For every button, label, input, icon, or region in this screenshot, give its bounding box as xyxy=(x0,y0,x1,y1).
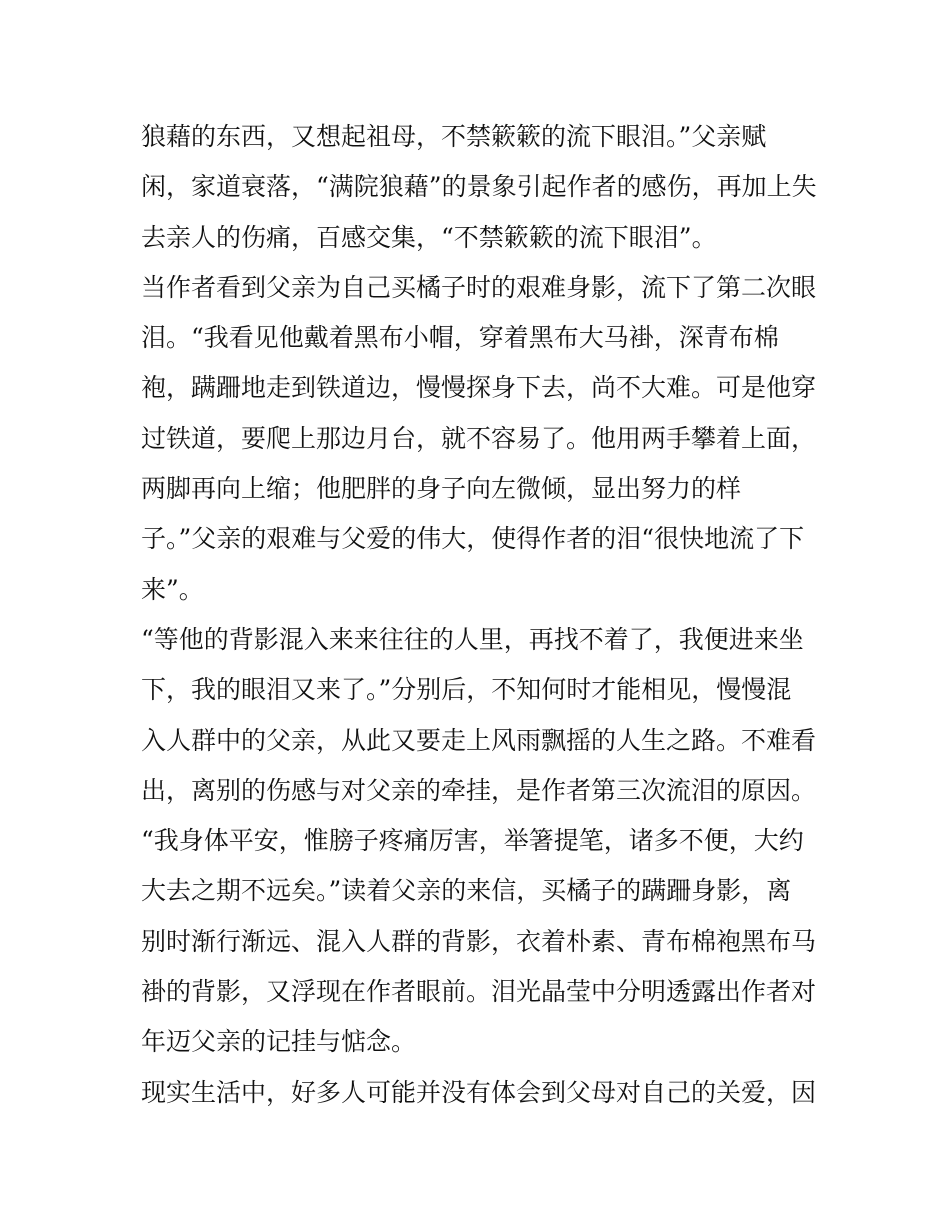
text-line: 去亲人的伤痛，百感交集，“不禁簌簌的流下眼泪”。 xyxy=(141,222,717,252)
text-line: 来”。 xyxy=(141,574,204,604)
text-line: “我身体平安，惟膀子疼痛厉害，举箸提笔，诸多不便，大约 xyxy=(141,826,804,856)
text-line: 现实生活中，好多人可能并没有体会到父母对自己的关爱，因 xyxy=(141,1077,817,1107)
text-line: 别时渐行渐远、混入人群的背影，衣着朴素、青布棉袍黑布马 xyxy=(141,926,817,956)
text-line: 泪。“我看见他戴着黑布小帽，穿着黑布大马褂，深青布棉 xyxy=(141,323,779,353)
text-line: 袍，蹒跚地走到铁道边，慢慢探身下去，尚不大难。可是他穿 xyxy=(141,373,817,403)
document-body xyxy=(141,112,821,1118)
text-line: 狼藉的东西，又想起祖母，不禁簌簌的流下眼泪。”父亲赋 xyxy=(141,122,767,151)
text-line: 两脚再向上缩；他肥胖的身子向左微倾，显出努力的样 xyxy=(141,474,742,504)
text-line: 大去之期不远矣。”读着父亲的来信，买橘子的蹒跚身影，离 xyxy=(141,876,792,906)
text-line: 子。”父亲的艰难与父爱的伟大，使得作者的泪“很快地流了下 xyxy=(141,524,805,554)
text-line: 出，离别的伤感与对父亲的牵挂，是作者第三次流泪的原因。 xyxy=(141,775,817,805)
text-line: “等他的背影混入来来往往的人里，再找不着了，我便进来坐 xyxy=(141,624,804,654)
text-line: 褂的背影，又浮现在作者眼前。泪光晶莹中分明透露出作者对 xyxy=(141,977,817,1007)
text-line: 入人群中的父亲，从此又要走上风雨飘摇的人生之路。不难看 xyxy=(141,725,817,755)
text-line: 年迈父亲的记挂与惦念。 xyxy=(141,1027,417,1057)
text-line: 闲，家道衰落，“满院狼藉”的景象引起作者的感伤，再加上失 xyxy=(141,172,817,202)
text-line: 当作者看到父亲为自己买橘子时的艰难身影，流下了第二次眼 xyxy=(141,272,817,302)
text-line: 下，我的眼泪又来了。”分别后，不知何时才能相见，慢慢混 xyxy=(141,675,792,705)
text-line: 过铁道，要爬上那边月台，就不容易了。他用两手攀着上面， xyxy=(141,423,817,453)
